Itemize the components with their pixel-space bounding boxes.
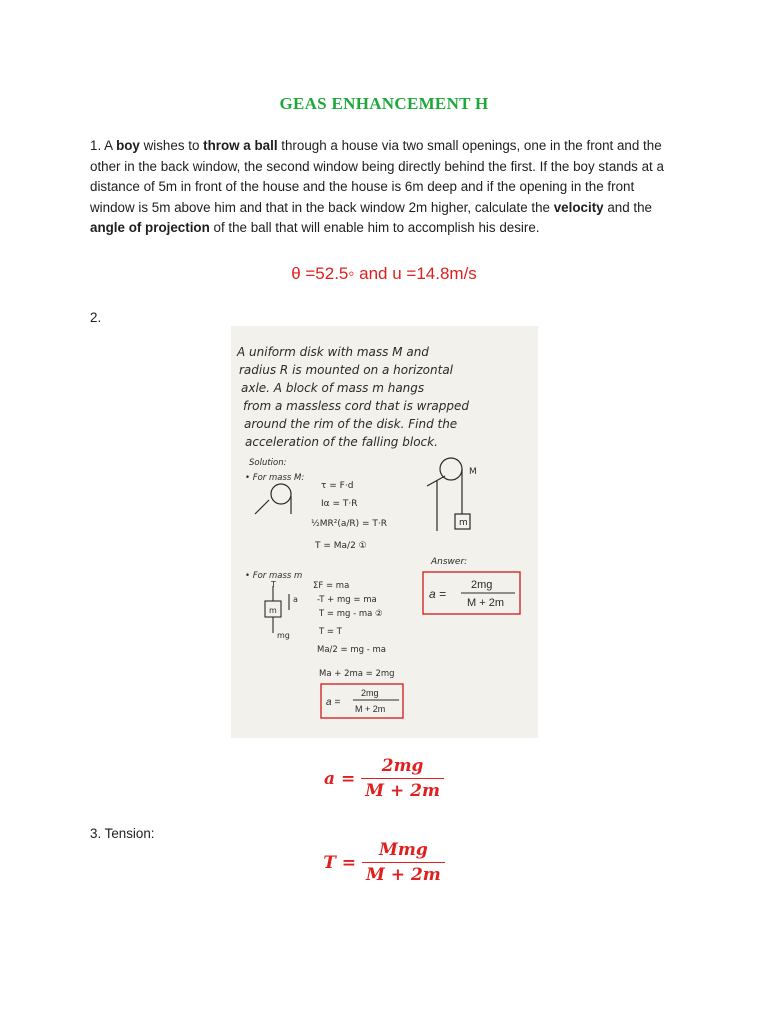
pulley-mass-label: M [469, 467, 477, 477]
block-mass-label: m [459, 518, 468, 528]
q1-text: 1. A [90, 138, 117, 153]
problem-line: from a massless cord that is wrapped [243, 399, 469, 413]
problem-line: around the rim of the disk. Find the [244, 417, 458, 431]
q1-text: wishes to [139, 138, 204, 153]
for-mass-m-label: • For mass m [245, 571, 303, 581]
eq-denominator: M + 2m [362, 862, 445, 885]
q1-text: and the [603, 199, 653, 215]
eq-lhs: a = [324, 768, 356, 789]
q1-keyword-angle: angle of projection [90, 220, 210, 236]
boxed-answer-lhs: a = [429, 587, 447, 601]
tension-equation [0, 840, 768, 885]
q2-label: 2. [90, 310, 102, 325]
eq-numerator: 2mg [381, 756, 424, 776]
q1-text: of the ball that will enable him to accomplish his desire. [209, 220, 540, 236]
final-den: M + 2m [355, 704, 386, 714]
boxed-answer-num: 2mg [471, 579, 493, 591]
answer-label: Answer: [431, 557, 468, 567]
eq-m: Ma + 2ma = 2mg [319, 669, 395, 679]
q1-keyword-throw: throw a ball [203, 138, 278, 153]
eq-M: Iα = T·R [321, 499, 358, 509]
eq-fraction [362, 840, 445, 885]
final-num: 2mg [361, 688, 379, 698]
q3-label: 3. Tension: [90, 826, 155, 841]
q1-answer: θ =52.5◦ and u =14.8m/s [291, 264, 477, 283]
eq-m: -T + mg = ma [317, 595, 377, 605]
accel-label: a [293, 595, 298, 604]
eq-M: ½MR²(a/R) = T·R [311, 519, 388, 529]
question-1 [90, 136, 680, 239]
q1-keyword-velocity: velocity [553, 199, 604, 215]
eq-m: T = mg - ma ② [319, 609, 383, 619]
eq-M: T = Ma/2 ① [315, 541, 367, 551]
problem-line: axle. A block of mass m hangs [241, 381, 425, 395]
q1-text: through a house via two small openings, one in the front and the other in the back window, the second window being directly behind the first. If the boy stands at a distance of 5m in front of the house and the house is 6m deep and if the opening in the front window is 5m above him and that in the back window 2m higher, calculate the [90, 138, 664, 215]
eq-m: Ma/2 = mg - ma [317, 645, 386, 655]
boxed-answer-den: M + 2m [467, 597, 504, 609]
final-lhs: a = [326, 697, 341, 708]
handwritten-solution-photo [231, 326, 538, 738]
problem-line: A uniform disk with mass M and [237, 345, 429, 359]
eq-denominator: M + 2m [361, 778, 444, 801]
eq-M: τ = F·d [321, 481, 354, 491]
problem-line: acceleration of the falling block. [245, 435, 438, 449]
eq-numerator: Mmg [379, 840, 428, 860]
tension-label: T [271, 580, 276, 589]
block-label: m [269, 606, 277, 615]
page-title: GEAS ENHANCEMENT H [279, 94, 489, 113]
weight-label: mg [277, 631, 290, 640]
eq-fraction [361, 756, 444, 801]
for-mass-M-label: • For mass M: [245, 473, 305, 483]
problem-line: radius R is mounted on a horizontal [239, 363, 454, 377]
eq-m: ΣF = ma [313, 581, 350, 591]
eq-m: T = T [319, 627, 342, 637]
acceleration-equation [0, 756, 768, 801]
eq-lhs: T = [323, 852, 357, 873]
solution-label: Solution: [249, 458, 287, 468]
q1-keyword-boy: boy [116, 138, 140, 153]
